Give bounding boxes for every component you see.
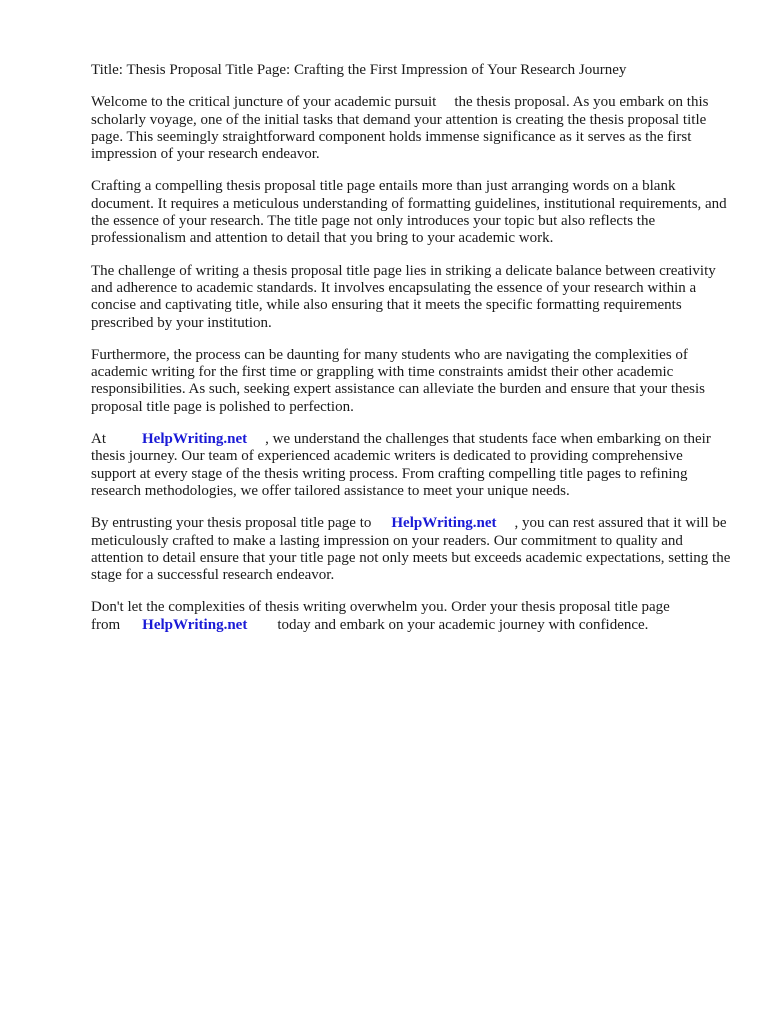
helpwriting-link-1[interactable]: HelpWriting.net (142, 431, 248, 448)
paragraph-order-after: today and embark on your academic journey with confidence. (277, 616, 649, 633)
paragraph-entrusting (91, 515, 731, 584)
paragraph-intro-text-a: Welcome to the critical juncture of your academic pursuit (91, 94, 437, 111)
paragraph-intro (91, 94, 731, 163)
paragraph-entrusting-after: , you can rest assured that it will be meticulously crafted to make a lasting impression on your readers. Our commitment to quality and attention to detail ensure that your title page not only meets but exceeds academic expectations, setting the stage for a successful research endeavor. (91, 515, 731, 584)
paragraph-helpwriting-intro-after: , we understand the challenges that students face when embarking on their thesis journey. Our team of experienced academic writers is dedicated to providing comprehensive support at every stage of the thesis writing process. From crafting compelling title pages to refining research methodologies, we offer tailored assistance to meet your unique needs. (91, 431, 711, 499)
paragraph-helpwriting-intro (91, 431, 731, 500)
document-title: Title: Thesis Proposal Title Page: Crafting the First Impression of Your Research Journey (91, 62, 627, 78)
paragraph-crafting: Crafting a compelling thesis proposal title page entails more than just arranging words on a blank document. It requires a meticulous understanding of formatting guidelines, institutional requirements, and the essence of your research. The title page not only introduces your topic but also reflects the professionalism and attention to detail that you bring to your academic work. (91, 178, 727, 247)
paragraph-order-before: Don't let the complexities of thesis writing overwhelm you. Order your thesis proposal title page from (91, 599, 670, 633)
paragraph-order (91, 599, 731, 634)
helpwriting-link-3[interactable]: HelpWriting.net (142, 616, 248, 633)
paragraph-entrusting-before: By entrusting your thesis proposal title page to (91, 515, 372, 532)
paragraph-helpwriting-intro-before: At (91, 431, 106, 448)
paragraph-furthermore: Furthermore, the process can be daunting for many students who are navigating the complexities of academic writing for the first time or grappling with time constraints amidst their other academic responsibilities. As such, seeking expert assistance can alleviate the burden and ensure that your thesis proposal title page is polished to perfection. (91, 346, 705, 415)
document-body (91, 62, 731, 649)
helpwriting-link-2[interactable]: HelpWriting.net (391, 515, 497, 532)
paragraph-challenge: The challenge of writing a thesis proposal title page lies in striking a delicate balance between creativity and adherence to academic standards. It involves encapsulating the essence of your research within a concise and captivating title, while also ensuring that it meets the specific formatting requirements prescribed by your institution. (91, 262, 716, 331)
paragraph-intro-text-b: the thesis proposal. As you embark on this scholarly voyage, one of the initial tasks that demand your attention is creating the thesis proposal title page. This seemingly straightforward component holds immense significance as it serves as the first impression of your research endeavor. (91, 94, 709, 163)
